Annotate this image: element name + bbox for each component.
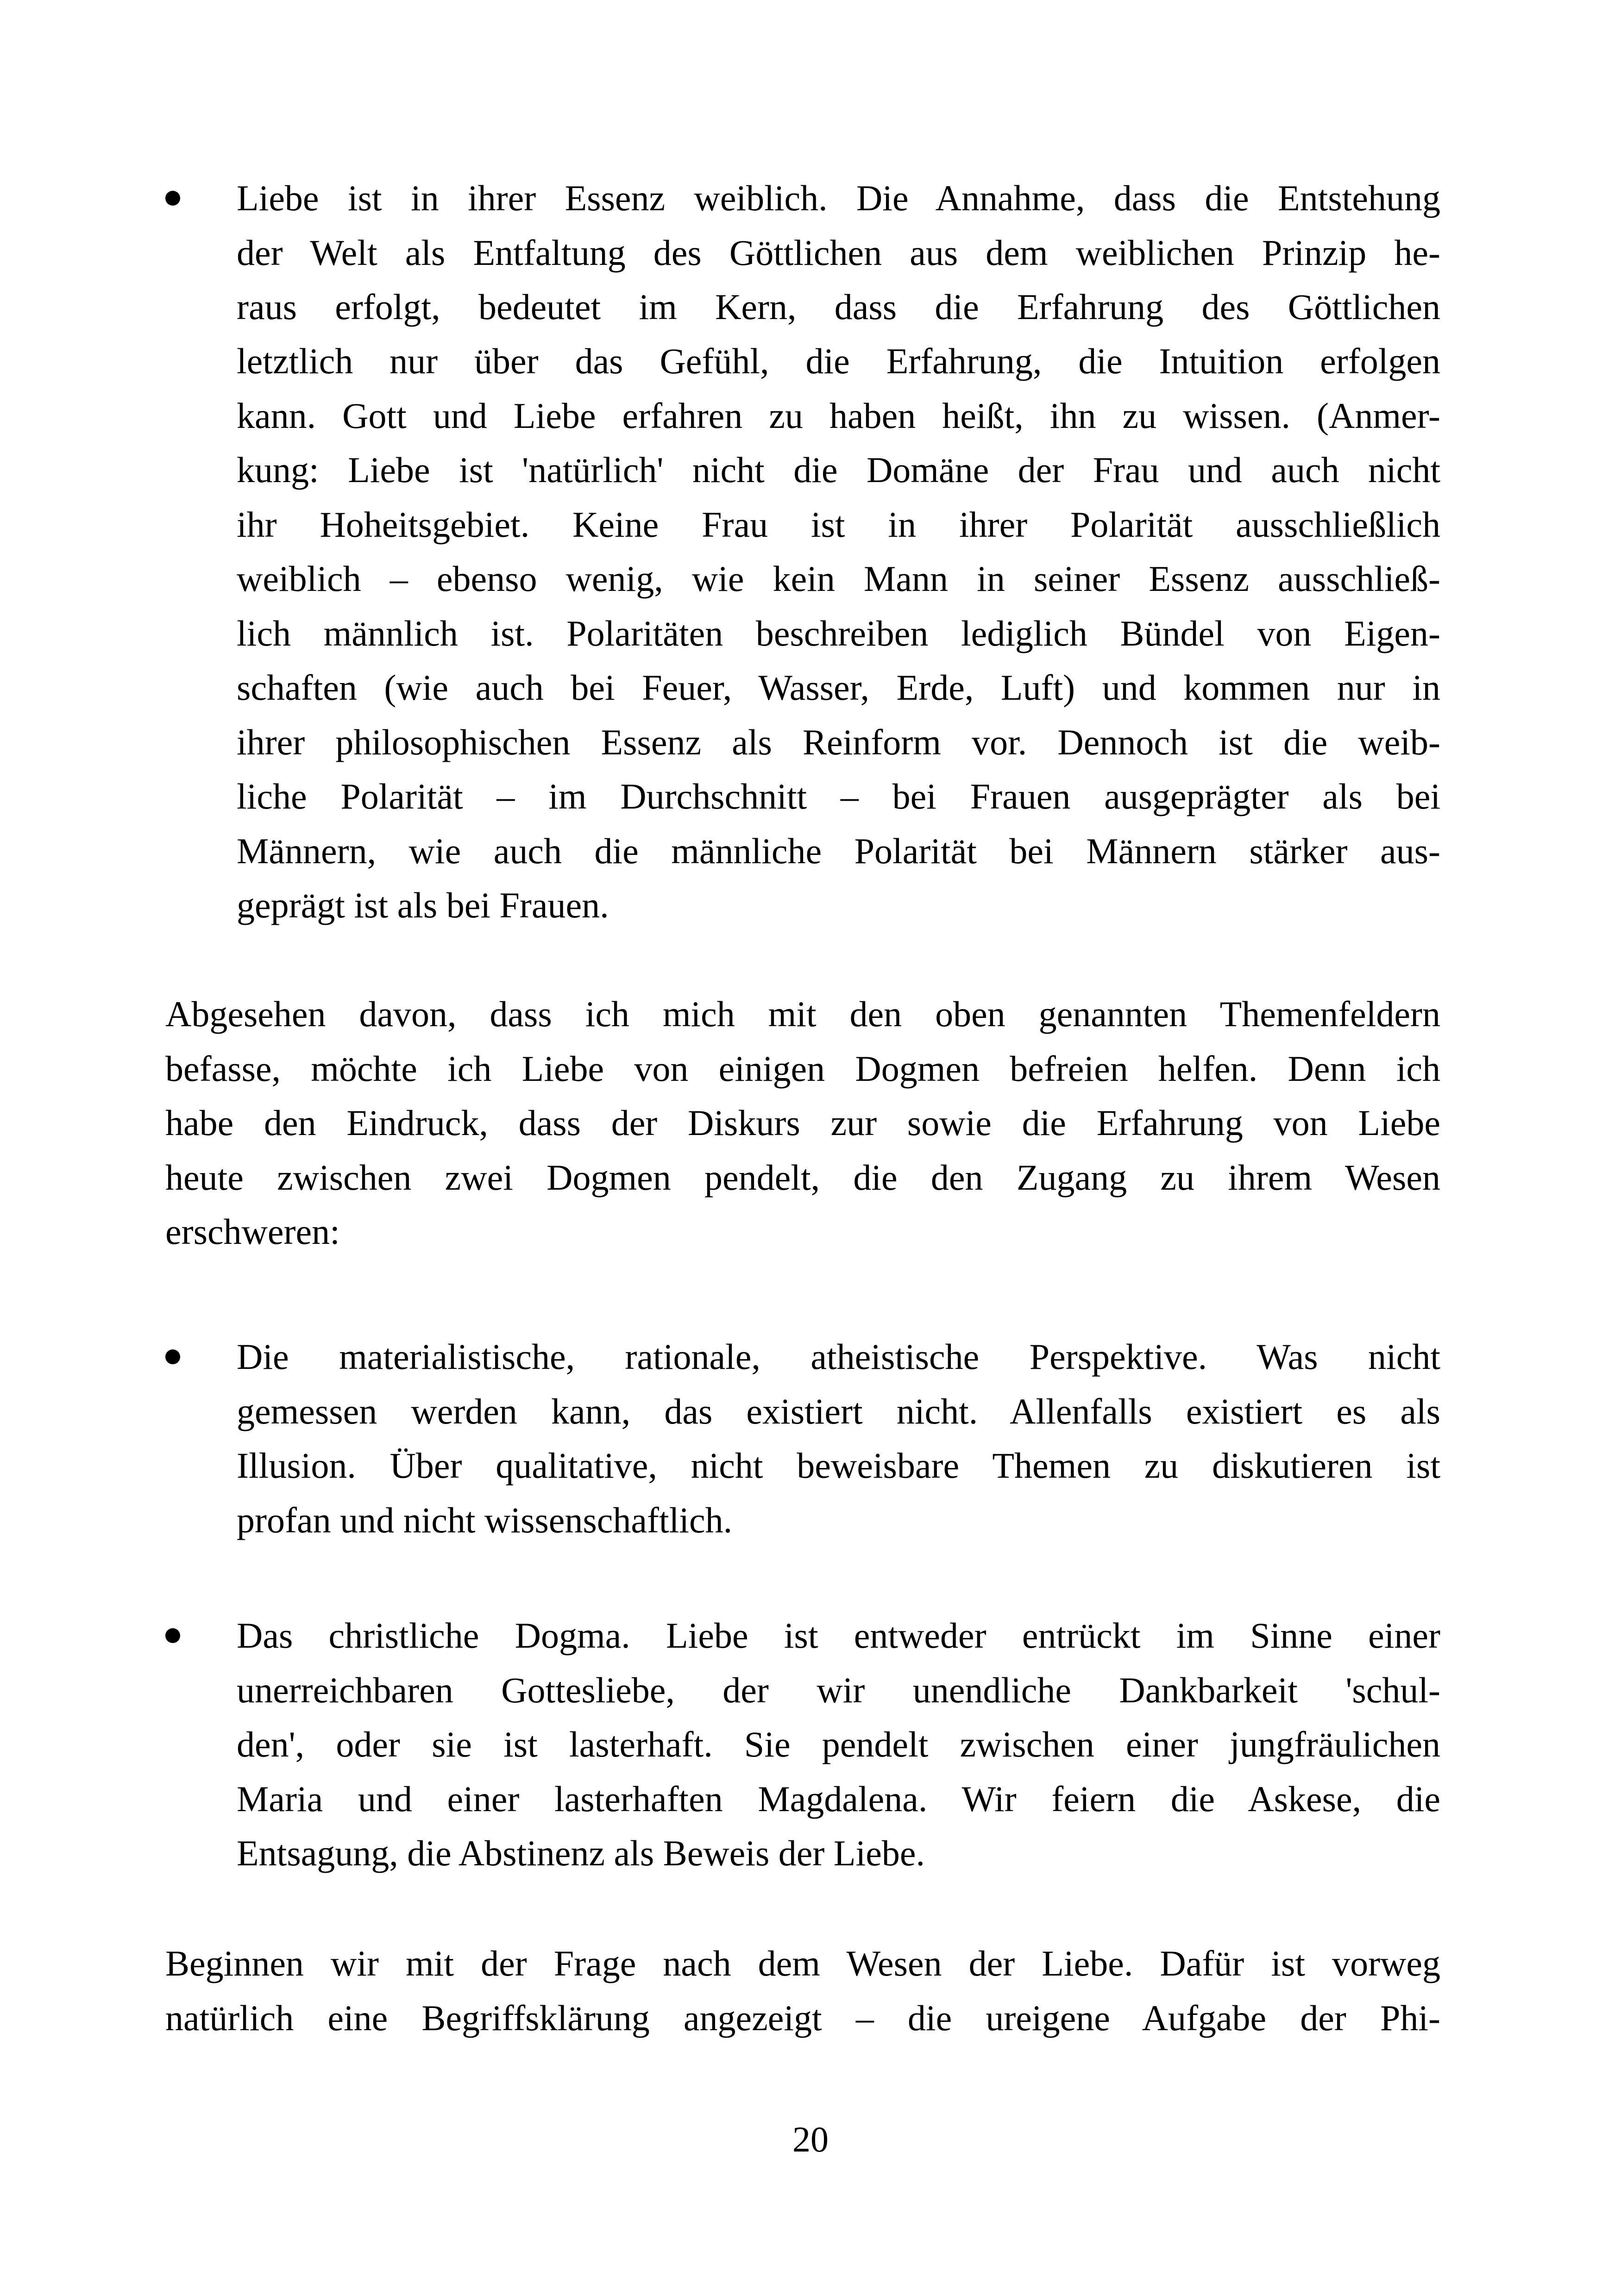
text-line: heute zwischen zwei Dogmen pendelt, die den Zugang zu ihrem Wesen — [165, 1157, 1440, 1198]
text-line: raus erfolgt, bedeutet im Kern, dass die Erfahrung des Göttlichen — [237, 287, 1440, 327]
text-line: Liebe ist in ihrer Essenz weiblich. Die Annahme, dass die Entstehung — [237, 178, 1440, 218]
text-line: lich männlich ist. Polaritäten beschreiben lediglich Bündel von Eigen- — [237, 613, 1440, 653]
text-line: der Welt als Entfaltung des Göttlichen aus dem weiblichen Prinzip he- — [237, 232, 1440, 273]
text-line: gemessen werden kann, das existiert nicht. Allenfalls existiert es als — [237, 1391, 1440, 1431]
text-line: weiblich – ebenso wenig, wie kein Mann in seiner Essenz ausschließ- — [237, 558, 1440, 599]
text-line: den', oder sie ist lasterhaft. Sie pendelt zwischen einer jungfräulichen — [237, 1724, 1440, 1764]
text-line: unerreichbaren Gottesliebe, der wir unendliche Dankbarkeit 'schul- — [237, 1670, 1440, 1710]
bullet-marker — [165, 1628, 180, 1643]
text-line: Abgesehen davon, dass ich mich mit den oben genannten Themenfeldern — [165, 994, 1440, 1034]
text-line: Maria und einer lasterhaften Magdalena. Wir feiern die Askese, die — [237, 1779, 1440, 1819]
text-line: erschweren: — [165, 1211, 340, 1252]
text-line: liche Polarität – im Durchschnitt – bei Frauen ausgeprägter als bei — [237, 776, 1440, 816]
bullet-marker — [165, 1349, 180, 1364]
text-line: Die materialistische, rationale, atheistische Perspektive. Was nicht — [237, 1336, 1440, 1377]
text-line: Das christliche Dogma. Liebe ist entweder entrückt im Sinne einer — [237, 1615, 1440, 1656]
text-line: ihr Hoheitsgebiet. Keine Frau ist in ihrer Polarität ausschließlich — [237, 504, 1440, 545]
text-line: schaften (wie auch bei Feuer, Wasser, Erde, Luft) und kommen nur in — [237, 667, 1440, 708]
text-line: profan und nicht wissenschaftlich. — [237, 1500, 733, 1540]
text-line: Beginnen wir mit der Frage nach dem Wesen der Liebe. Dafür ist vorweg — [165, 1943, 1440, 1983]
text-line: befasse, möchte ich Liebe von einigen Dogmen befreien helfen. Denn ich — [165, 1048, 1440, 1089]
text-line: kann. Gott und Liebe erfahren zu haben heißt, ihn zu wissen. (Anmer- — [237, 395, 1440, 436]
text-line: natürlich eine Begriffsklärung angezeigt – die ureigene Aufgabe der Phi- — [165, 1998, 1440, 2038]
page-number: 20 — [792, 2119, 829, 2159]
text-line: letztlich nur über das Gefühl, die Erfahrung, die Intuition erfolgen — [237, 341, 1440, 381]
bullet-marker — [165, 191, 180, 206]
text-line: kung: Liebe ist 'natürlich' nicht die Domäne der Frau und auch nicht — [237, 450, 1440, 490]
text-line: geprägt ist als bei Frauen. — [237, 885, 609, 925]
text-line: ihrer philosophischen Essenz als Reinform vor. Dennoch ist die weib- — [237, 722, 1440, 762]
text-line: Illusion. Über qualitative, nicht beweisbare Themen zu diskutieren ist — [237, 1445, 1440, 1486]
text-line: Männern, wie auch die männliche Polarität bei Männern stärker aus- — [237, 831, 1440, 871]
text-line: habe den Eindruck, dass der Diskurs zur sowie die Erfahrung von Liebe — [165, 1103, 1440, 1143]
text-line: Entsagung, die Abstinenz als Beweis der Liebe. — [237, 1833, 925, 1873]
